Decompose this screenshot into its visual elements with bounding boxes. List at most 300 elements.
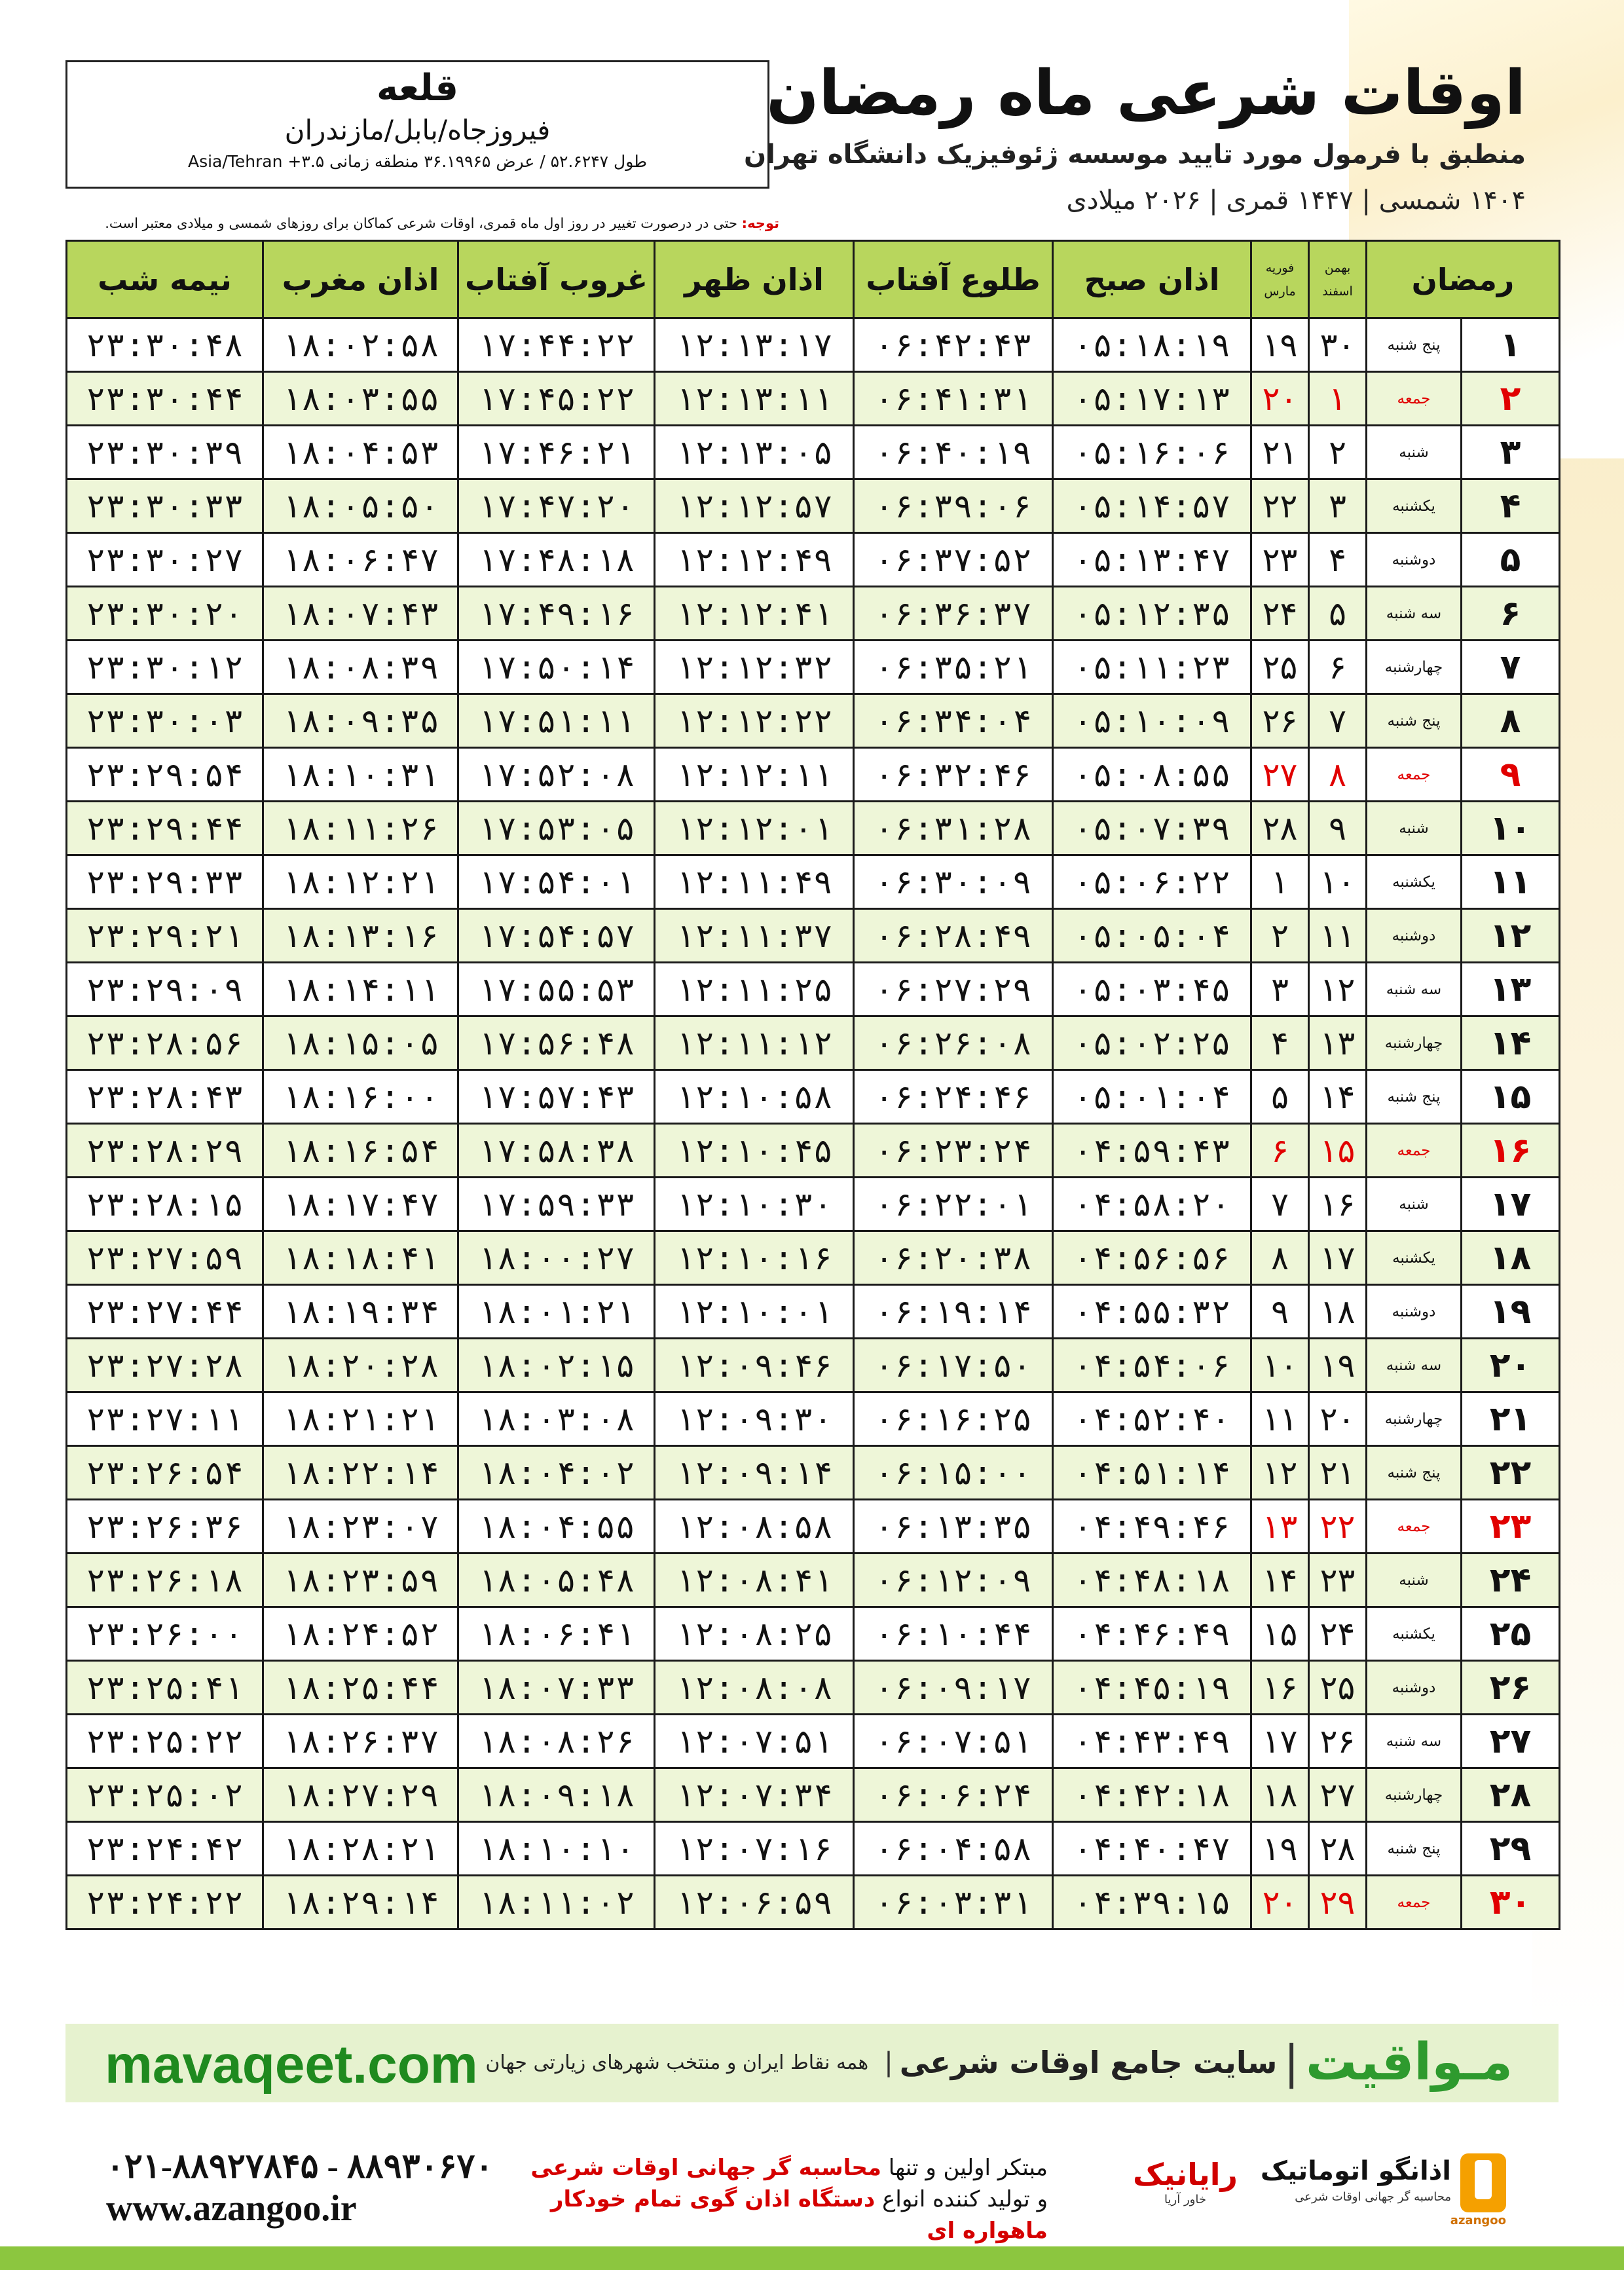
dhuhr-time: ۱۲:۱۲:۲۲: [655, 694, 854, 748]
fajr-time: ۰۴:۴۶:۴۹: [1053, 1607, 1251, 1661]
sunset-time: ۱۷:۵۶:۴۸: [458, 1016, 655, 1070]
ramadan-day: ۲۱: [1462, 1392, 1560, 1446]
brand-sub: همه نقاط ایران و منتخب شهرهای زیارتی جهان: [485, 2051, 869, 2074]
sunrise-time: ۰۶:۳۰:۰۹: [854, 855, 1053, 909]
dhuhr-time: ۱۲:۱۳:۰۵: [655, 426, 854, 479]
fajr-time: ۰۵:۱۷:۱۳: [1053, 372, 1251, 426]
table-row: [67, 909, 1560, 963]
maghrib-time: ۱۸:۱۵:۰۵: [263, 1016, 458, 1070]
rayanik-logo: [1113, 2156, 1257, 2222]
sunset-time: ۱۸:۰۴:۰۲: [458, 1446, 655, 1500]
fajr-time: ۰۴:۵۵:۳۲: [1053, 1285, 1251, 1339]
gregorian-day: ۹: [1251, 1285, 1309, 1339]
fajr-time: ۰۵:۰۵:۰۴: [1053, 909, 1251, 963]
shamsi-day: ۱۱: [1309, 909, 1367, 963]
table-row: [67, 1446, 1560, 1500]
weekday: یکشنبه: [1367, 479, 1462, 533]
rayanik-logo-sub: خاور آریا: [1164, 2193, 1206, 2206]
shamsi-day: ۲: [1309, 426, 1367, 479]
table-row: [67, 1607, 1560, 1661]
maghrib-time: ۱۸:۰۳:۵۵: [263, 372, 458, 426]
weekday: چهارشنبه: [1367, 1768, 1462, 1822]
sunset-time: ۱۸:۰۶:۴۱: [458, 1607, 655, 1661]
midnight-time: ۲۳:۲۶:۱۸: [67, 1554, 263, 1607]
dhuhr-time: ۱۲:۱۱:۳۷: [655, 909, 854, 963]
midnight-time: ۲۳:۲۵:۰۲: [67, 1768, 263, 1822]
maghrib-time: ۱۸:۲۸:۲۱: [263, 1822, 458, 1876]
sunset-time: ۱۷:۴۶:۲۱: [458, 426, 655, 479]
weekday: چهارشنبه: [1367, 1016, 1462, 1070]
sunset-time: ۱۷:۵۷:۴۳: [458, 1070, 655, 1124]
sunrise-time: ۰۶:۳۱:۲۸: [854, 802, 1053, 855]
table-row: [67, 479, 1560, 533]
weekday: دوشنبه: [1367, 909, 1462, 963]
maghrib-time: ۱۸:۲۲:۱۴: [263, 1446, 458, 1500]
ramadan-day: ۳: [1462, 426, 1560, 479]
col-maghrib: اذان مغرب: [263, 241, 458, 318]
dhuhr-time: ۱۲:۰۹:۴۶: [655, 1339, 854, 1392]
ramadan-day: ۴: [1462, 479, 1560, 533]
table-row: [67, 1500, 1560, 1554]
fajr-time: ۰۴:۴۳:۴۹: [1053, 1715, 1251, 1768]
gregorian-day: ۱۹: [1251, 318, 1309, 372]
ramadan-day: ۲۶: [1462, 1661, 1560, 1715]
shamsi-day: ۳۰: [1309, 318, 1367, 372]
note-label: توجه:: [741, 215, 779, 231]
sunrise-time: ۰۶:۱۷:۵۰: [854, 1339, 1053, 1392]
desc-2a: و تولید کننده انواع: [875, 2186, 1048, 2212]
dhuhr-time: ۱۲:۰۸:۴۱: [655, 1554, 854, 1607]
ramadan-day: ۱۵: [1462, 1070, 1560, 1124]
table-row: [67, 318, 1560, 372]
col-dhuhr: اذان ظهر: [655, 241, 854, 318]
midnight-time: ۲۳:۳۰:۰۳: [67, 694, 263, 748]
dhuhr-time: ۱۲:۱۲:۵۷: [655, 479, 854, 533]
maghrib-time: ۱۸:۲۱:۲۱: [263, 1392, 458, 1446]
fajr-time: ۰۵:۱۰:۰۹: [1053, 694, 1251, 748]
ramadan-day: ۱۱: [1462, 855, 1560, 909]
weekday: پنج شنبه: [1367, 694, 1462, 748]
gregorian-day: ۲۲: [1251, 479, 1309, 533]
maghrib-time: ۱۸:۱۳:۱۶: [263, 909, 458, 963]
weekday: جمعه: [1367, 748, 1462, 802]
gregorian-day: ۵: [1251, 1070, 1309, 1124]
sunrise-time: ۰۶:۳۶:۳۷: [854, 587, 1053, 641]
weekday: پنج شنبه: [1367, 318, 1462, 372]
table-row: [67, 1178, 1560, 1231]
ramadan-day: ۲۲: [1462, 1446, 1560, 1500]
ramadan-day: ۱۸: [1462, 1231, 1560, 1285]
sunrise-time: ۰۶:۰۳:۳۱: [854, 1876, 1053, 1929]
sunrise-time: ۰۶:۲۶:۰۸: [854, 1016, 1053, 1070]
midnight-time: ۲۳:۲۶:۵۴: [67, 1446, 263, 1500]
col-midnight: نیمه شب: [67, 241, 263, 318]
sunrise-time: ۰۶:۲۲:۰۱: [854, 1178, 1053, 1231]
fajr-time: ۰۴:۴۹:۴۶: [1053, 1500, 1251, 1554]
table-row: [67, 426, 1560, 479]
fajr-time: ۰۵:۱۴:۵۷: [1053, 479, 1251, 533]
weekday: دوشنبه: [1367, 1285, 1462, 1339]
maghrib-time: ۱۸:۱۶:۰۰: [263, 1070, 458, 1124]
shamsi-day: ۶: [1309, 641, 1367, 694]
fajr-time: ۰۵:۰۳:۴۵: [1053, 963, 1251, 1016]
weekday: دوشنبه: [1367, 533, 1462, 587]
weekday: یکشنبه: [1367, 1231, 1462, 1285]
weekday: جمعه: [1367, 1124, 1462, 1178]
maghrib-time: ۱۸:۲۹:۱۴: [263, 1876, 458, 1929]
sunrise-time: ۰۶:۱۳:۳۵: [854, 1500, 1053, 1554]
shamsi-day: ۲۸: [1309, 1822, 1367, 1876]
dhuhr-time: ۱۲:۱۲:۴۹: [655, 533, 854, 587]
sunrise-time: ۰۶:۳۵:۲۱: [854, 641, 1053, 694]
shamsi-day: ۱۰: [1309, 855, 1367, 909]
city-name: قلعه: [376, 67, 459, 109]
ramadan-day: ۶: [1462, 587, 1560, 641]
midnight-time: ۲۳:۳۰:۱۲: [67, 641, 263, 694]
maghrib-time: ۱۸:۱۸:۴۱: [263, 1231, 458, 1285]
gregorian-day: ۷: [1251, 1178, 1309, 1231]
table-row: [67, 1554, 1560, 1607]
fajr-time: ۰۴:۴۲:۱۸: [1053, 1768, 1251, 1822]
fajr-time: ۰۵:۰۸:۵۵: [1053, 748, 1251, 802]
weekday: پنج شنبه: [1367, 1446, 1462, 1500]
shamsi-day: ۸: [1309, 748, 1367, 802]
col-gregorian: [1251, 241, 1309, 318]
maghrib-time: ۱۸:۰۶:۴۷: [263, 533, 458, 587]
gregorian-day: ۱۵: [1251, 1607, 1309, 1661]
midnight-time: ۲۳:۲۸:۵۶: [67, 1016, 263, 1070]
gregorian-day: ۳: [1251, 963, 1309, 1016]
dhuhr-time: ۱۲:۰۸:۵۸: [655, 1500, 854, 1554]
region-name: فیروزجاه/بابل/مازندران: [284, 114, 551, 146]
shamsi-day: ۲۳: [1309, 1554, 1367, 1607]
shamsi-day: ۳: [1309, 479, 1367, 533]
azangoo-logo-text: اذانگو اتوماتیک: [1260, 2156, 1451, 2186]
ramadan-day: ۱۳: [1462, 963, 1560, 1016]
ramadan-day: ۱۰: [1462, 802, 1560, 855]
midnight-time: ۲۳:۲۸:۱۵: [67, 1178, 263, 1231]
fajr-time: ۰۵:۱۱:۲۳: [1053, 641, 1251, 694]
midnight-time: ۲۳:۲۹:۴۴: [67, 802, 263, 855]
fajr-time: ۰۴:۵۹:۴۳: [1053, 1124, 1251, 1178]
desc-2b: دستگاه اذان گوی تمام خودکار ماهواره ای: [550, 2186, 1048, 2244]
sunset-time: ۱۸:۰۹:۱۸: [458, 1768, 655, 1822]
weekday: شنبه: [1367, 802, 1462, 855]
dhuhr-time: ۱۲:۱۰:۳۰: [655, 1178, 854, 1231]
midnight-time: ۲۳:۲۵:۴۱: [67, 1661, 263, 1715]
gregorian-day: ۲۸: [1251, 802, 1309, 855]
midnight-time: ۲۳:۲۸:۲۹: [67, 1124, 263, 1178]
year-dates: ۱۴۰۴ شمسی | ۱۴۴۷ قمری | ۲۰۲۶ میلادی: [1066, 185, 1526, 215]
company-description: [485, 2152, 1048, 2246]
maghrib-time: ۱۸:۱۶:۵۴: [263, 1124, 458, 1178]
shamsi-day: ۱۳: [1309, 1016, 1367, 1070]
dhuhr-time: ۱۲:۰۶:۵۹: [655, 1876, 854, 1929]
desc-1a: مبتکر اولین و تنها: [881, 2155, 1048, 2181]
sunset-time: ۱۸:۰۵:۴۸: [458, 1554, 655, 1607]
footer-banner: [65, 2024, 1559, 2102]
shamsi-day: ۲۹: [1309, 1876, 1367, 1929]
maghrib-time: ۱۸:۰۷:۴۳: [263, 587, 458, 641]
sunrise-time: ۰۶:۰۹:۱۷: [854, 1661, 1053, 1715]
maghrib-time: ۱۸:۰۵:۵۰: [263, 479, 458, 533]
fajr-time: ۰۴:۵۱:۱۴: [1053, 1446, 1251, 1500]
ramadan-day: ۱: [1462, 318, 1560, 372]
gregorian-day: ۲۶: [1251, 694, 1309, 748]
dhuhr-time: ۱۲:۱۰:۵۸: [655, 1070, 854, 1124]
ramadan-day: ۲۰: [1462, 1339, 1560, 1392]
gregorian-day: ۱۷: [1251, 1715, 1309, 1768]
website-azangoo[interactable]: www.azangoo.ir: [106, 2188, 357, 2229]
weekday: سه شنبه: [1367, 1339, 1462, 1392]
col-march: مارس: [1264, 284, 1296, 299]
gregorian-day: ۱۰: [1251, 1339, 1309, 1392]
gregorian-day: ۲۰: [1251, 372, 1309, 426]
maghrib-time: ۱۸:۱۰:۳۱: [263, 748, 458, 802]
page-subtitle: منطبق با فرمول مورد تایید موسسه ژئوفیزیک دانشگاه تهران: [743, 140, 1526, 170]
ramadan-day: ۸: [1462, 694, 1560, 748]
table-row: [67, 1016, 1560, 1070]
col-ramadan: رمضان: [1367, 241, 1560, 318]
brand-slogan: سایت جامع اوقات شرعی: [899, 2045, 1278, 2080]
phone-numbers: ۰۲۱-۸۸۹۲۷۸۴۵ - ۸۸۹۳۰۶۷۰: [106, 2148, 494, 2186]
weekday: سه شنبه: [1367, 587, 1462, 641]
ramadan-day: ۲۷: [1462, 1715, 1560, 1768]
sunset-time: ۱۸:۱۰:۱۰: [458, 1822, 655, 1876]
table-row: [67, 533, 1560, 587]
sunrise-time: ۰۶:۰۷:۵۱: [854, 1715, 1053, 1768]
shamsi-day: ۱۶: [1309, 1178, 1367, 1231]
gregorian-day: ۱۴: [1251, 1554, 1309, 1607]
ramadan-day: ۱۴: [1462, 1016, 1560, 1070]
col-fajr: اذان صبح: [1053, 241, 1251, 318]
table-row: [67, 1070, 1560, 1124]
midnight-time: ۲۳:۳۰:۴۴: [67, 372, 263, 426]
midnight-time: ۲۳:۲۴:۴۲: [67, 1822, 263, 1876]
sunset-time: ۱۷:۵۸:۳۸: [458, 1124, 655, 1178]
dhuhr-time: ۱۲:۱۱:۱۲: [655, 1016, 854, 1070]
col-shamsi: [1309, 241, 1367, 318]
brand-separator: |: [1283, 2036, 1299, 2089]
weekday: یکشنبه: [1367, 1607, 1462, 1661]
weekday: شنبه: [1367, 1554, 1462, 1607]
midnight-time: ۲۳:۲۹:۲۱: [67, 909, 263, 963]
table-body: [67, 318, 1560, 1929]
table-row: [67, 802, 1560, 855]
sunrise-time: ۰۶:۱۰:۴۴: [854, 1607, 1053, 1661]
ramadan-day: ۱۲: [1462, 909, 1560, 963]
sunrise-time: ۰۶:۰۶:۲۴: [854, 1768, 1053, 1822]
fajr-time: ۰۵:۱۳:۴۷: [1053, 533, 1251, 587]
azangoo-logo-en: azangoo: [1450, 2214, 1506, 2227]
dhuhr-time: ۱۲:۱۰:۴۵: [655, 1124, 854, 1178]
col-bahman: بهمن: [1324, 260, 1351, 275]
midnight-time: ۲۳:۲۶:۳۶: [67, 1500, 263, 1554]
weekday: سه شنبه: [1367, 1715, 1462, 1768]
fajr-time: ۰۴:۳۹:۱۵: [1053, 1876, 1251, 1929]
sunset-time: ۱۸:۰۰:۲۷: [458, 1231, 655, 1285]
shamsi-day: ۱۷: [1309, 1231, 1367, 1285]
desc-line-2: [485, 2184, 1048, 2246]
sunset-time: ۱۷:۵۰:۱۴: [458, 641, 655, 694]
sunset-time: ۱۷:۴۴:۲۲: [458, 318, 655, 372]
dhuhr-time: ۱۲:۱۱:۲۵: [655, 963, 854, 1016]
sunrise-time: ۰۶:۲۰:۳۸: [854, 1231, 1053, 1285]
maghrib-time: ۱۸:۱۱:۲۶: [263, 802, 458, 855]
sunrise-time: ۰۶:۳۹:۰۶: [854, 479, 1053, 533]
page-title: اوقات شرعی ماه رمضان: [766, 58, 1526, 129]
weekday: جمعه: [1367, 1500, 1462, 1554]
weekday: جمعه: [1367, 1876, 1462, 1929]
table-row: [67, 963, 1560, 1016]
prayer-times-table: [65, 240, 1560, 1930]
shamsi-day: ۲۱: [1309, 1446, 1367, 1500]
weekday: دوشنبه: [1367, 1661, 1462, 1715]
maghrib-time: ۱۸:۰۲:۵۸: [263, 318, 458, 372]
maghrib-time: ۱۸:۲۵:۴۴: [263, 1661, 458, 1715]
midnight-time: ۲۳:۲۵:۲۲: [67, 1715, 263, 1768]
weekday: شنبه: [1367, 426, 1462, 479]
sunset-time: ۱۸:۰۳:۰۸: [458, 1392, 655, 1446]
sunset-time: ۱۷:۴۷:۲۰: [458, 479, 655, 533]
maghrib-time: ۱۸:۰۴:۵۳: [263, 426, 458, 479]
sunset-time: ۱۷:۵۵:۵۳: [458, 963, 655, 1016]
gregorian-day: ۲: [1251, 909, 1309, 963]
shamsi-day: ۴: [1309, 533, 1367, 587]
dhuhr-time: ۱۲:۱۲:۰۱: [655, 802, 854, 855]
table-row: [67, 1715, 1560, 1768]
sunset-time: ۱۷:۵۴:۰۱: [458, 855, 655, 909]
shamsi-day: ۲۷: [1309, 1768, 1367, 1822]
sunrise-time: ۰۶:۲۳:۲۴: [854, 1124, 1053, 1178]
fajr-time: ۰۴:۴۵:۱۹: [1053, 1661, 1251, 1715]
ramadan-day: ۲۹: [1462, 1822, 1560, 1876]
sunset-time: ۱۷:۵۴:۵۷: [458, 909, 655, 963]
ramadan-day: ۳۰: [1462, 1876, 1560, 1929]
gregorian-day: ۱۹: [1251, 1822, 1309, 1876]
maghrib-time: ۱۸:۲۴:۵۲: [263, 1607, 458, 1661]
sunrise-time: ۰۶:۴۰:۱۹: [854, 426, 1053, 479]
dhuhr-time: ۱۲:۱۲:۱۱: [655, 748, 854, 802]
table-row: [67, 1822, 1560, 1876]
midnight-time: ۲۳:۲۶:۰۰: [67, 1607, 263, 1661]
ramadan-day: ۷: [1462, 641, 1560, 694]
fajr-time: ۰۵:۰۱:۰۴: [1053, 1070, 1251, 1124]
maghrib-time: ۱۸:۲۰:۲۸: [263, 1339, 458, 1392]
sunset-time: ۱۷:۴۹:۱۶: [458, 587, 655, 641]
midnight-time: ۲۳:۳۰:۳۹: [67, 426, 263, 479]
col-esfand: اسفند: [1322, 284, 1353, 299]
shamsi-day: ۱۵: [1309, 1124, 1367, 1178]
table-row: [67, 1876, 1560, 1929]
shamsi-day: ۲۴: [1309, 1607, 1367, 1661]
coordinates: طول ۵۲.۶۲۴۷ / عرض ۳۶.۱۹۹۶۵ منطقه زمانی ۳.۵+ Asia/Tehran: [187, 152, 648, 171]
table-row: [67, 641, 1560, 694]
desc-line-1: [485, 2152, 1048, 2184]
brand: [485, 2033, 1513, 2092]
fajr-time: ۰۴:۴۸:۱۸: [1053, 1554, 1251, 1607]
dhuhr-time: ۱۲:۰۷:۳۴: [655, 1768, 854, 1822]
fajr-time: ۰۴:۵۶:۵۶: [1053, 1231, 1251, 1285]
midnight-time: ۲۳:۳۰:۲۷: [67, 533, 263, 587]
shamsi-day: ۱۲: [1309, 963, 1367, 1016]
table-row: [67, 1124, 1560, 1178]
sunrise-time: ۰۶:۳۲:۴۶: [854, 748, 1053, 802]
ramadan-day: ۲: [1462, 372, 1560, 426]
table-row: [67, 372, 1560, 426]
maghrib-time: ۱۸:۱۷:۴۷: [263, 1178, 458, 1231]
rayanik-logo-text: رایانیک: [1133, 2157, 1238, 2192]
dhuhr-time: ۱۲:۰۸:۰۸: [655, 1661, 854, 1715]
table-row: [67, 748, 1560, 802]
weekday: شنبه: [1367, 1178, 1462, 1231]
fajr-time: ۰۵:۱۶:۰۶: [1053, 426, 1251, 479]
maghrib-time: ۱۸:۲۳:۰۷: [263, 1500, 458, 1554]
gregorian-day: ۲۵: [1251, 641, 1309, 694]
site-url[interactable]: mavaqeet.com: [105, 2035, 478, 2094]
shamsi-day: ۱۴: [1309, 1070, 1367, 1124]
col-feb: فوریه: [1265, 260, 1295, 275]
maghrib-time: ۱۸:۱۴:۱۱: [263, 963, 458, 1016]
azangoo-mark-icon: [1460, 2153, 1506, 2212]
dhuhr-time: ۱۲:۰۹:۱۴: [655, 1446, 854, 1500]
sunrise-time: ۰۶:۰۴:۵۸: [854, 1822, 1053, 1876]
midnight-time: ۲۳:۳۰:۴۸: [67, 318, 263, 372]
gregorian-day: ۲۳: [1251, 533, 1309, 587]
gregorian-day: ۱۸: [1251, 1768, 1309, 1822]
table-row: [67, 1661, 1560, 1715]
gregorian-day: ۴: [1251, 1016, 1309, 1070]
weekday: چهارشنبه: [1367, 1392, 1462, 1446]
midnight-time: ۲۳:۲۷:۱۱: [67, 1392, 263, 1446]
azangoo-logo: [1260, 2153, 1506, 2227]
fajr-time: ۰۵:۰۷:۳۹: [1053, 802, 1251, 855]
weekday: سه شنبه: [1367, 963, 1462, 1016]
midnight-time: ۲۳:۲۹:۵۴: [67, 748, 263, 802]
gregorian-day: ۶: [1251, 1124, 1309, 1178]
ramadan-day: ۲۸: [1462, 1768, 1560, 1822]
shamsi-day: ۵: [1309, 587, 1367, 641]
dhuhr-time: ۱۲:۱۱:۴۹: [655, 855, 854, 909]
azangoo-logo-sub: محاسبه گر جهانی اوقات شرعی: [1295, 2190, 1451, 2204]
maghrib-time: ۱۸:۱۹:۳۴: [263, 1285, 458, 1339]
sunrise-time: ۰۶:۳۷:۵۲: [854, 533, 1053, 587]
dhuhr-time: ۱۲:۱۰:۰۱: [655, 1285, 854, 1339]
fajr-time: ۰۴:۵۸:۲۰: [1053, 1178, 1251, 1231]
table-row: [67, 694, 1560, 748]
shamsi-day: ۲۲: [1309, 1500, 1367, 1554]
gregorian-day: ۱۶: [1251, 1661, 1309, 1715]
midnight-time: ۲۳:۲۷:۵۹: [67, 1231, 263, 1285]
gregorian-day: ۲۴: [1251, 587, 1309, 641]
dhuhr-time: ۱۲:۰۹:۳۰: [655, 1392, 854, 1446]
sunset-time: ۱۸:۰۷:۳۳: [458, 1661, 655, 1715]
maghrib-time: ۱۸:۱۲:۲۱: [263, 855, 458, 909]
sunset-time: ۱۷:۵۱:۱۱: [458, 694, 655, 748]
weekday: یکشنبه: [1367, 855, 1462, 909]
table-row: [67, 855, 1560, 909]
midnight-time: ۲۳:۲۹:۰۹: [67, 963, 263, 1016]
fajr-time: ۰۵:۱۸:۱۹: [1053, 318, 1251, 372]
shamsi-day: ۱۹: [1309, 1339, 1367, 1392]
sunrise-time: ۰۶:۲۸:۴۹: [854, 909, 1053, 963]
gregorian-day: ۸: [1251, 1231, 1309, 1285]
ramadan-day: ۲۴: [1462, 1554, 1560, 1607]
sunset-time: ۱۷:۵۳:۰۵: [458, 802, 655, 855]
table-row: [67, 587, 1560, 641]
dhuhr-time: ۱۲:۱۲:۴۱: [655, 587, 854, 641]
gregorian-day: ۲۰: [1251, 1876, 1309, 1929]
